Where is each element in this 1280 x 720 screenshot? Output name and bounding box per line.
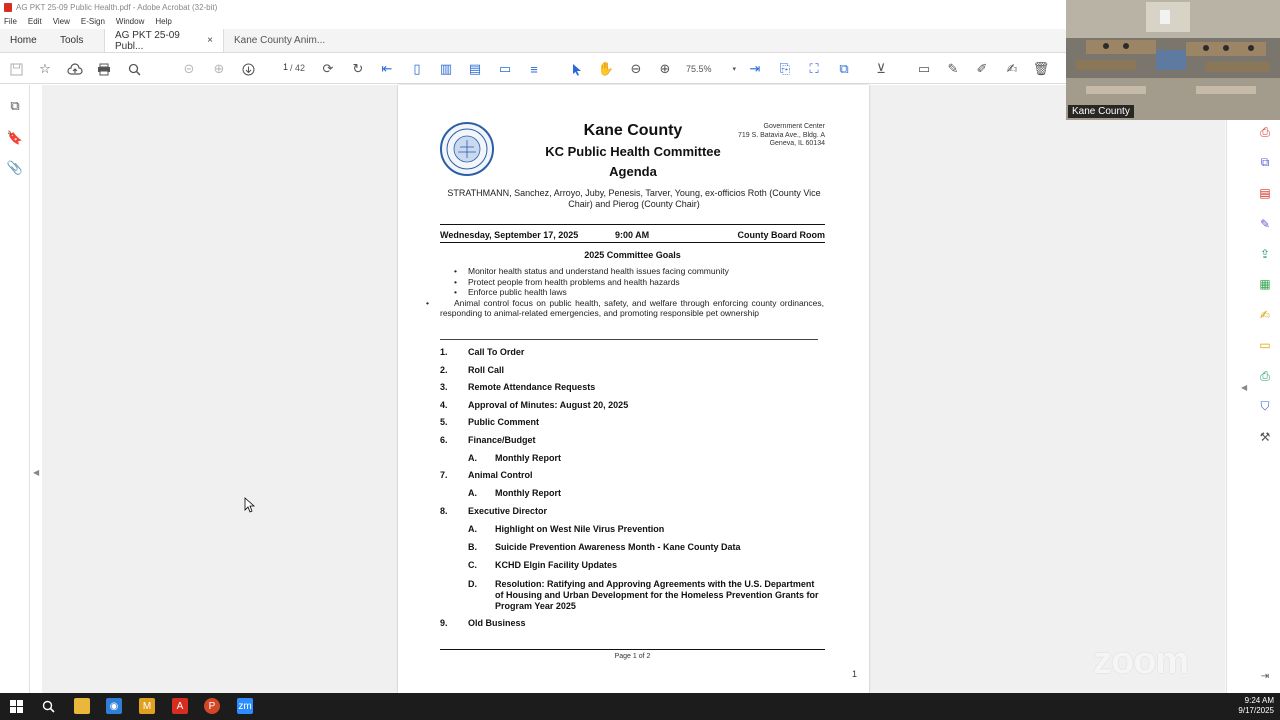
agenda-number: 6. (440, 435, 448, 445)
agenda-number: 4. (440, 400, 448, 410)
participant-name: Kane County (1068, 105, 1134, 118)
rotate-icon[interactable]: ⟳ (322, 61, 334, 76)
page-thumbnails-icon[interactable]: ⧉ (10, 98, 20, 113)
mouse-cursor-icon (244, 497, 256, 513)
fit-width-icon[interactable]: ⇥ (749, 61, 761, 76)
agenda-text: Call To Order (468, 347, 525, 357)
more-tools-icon[interactable]: ⚒ (1259, 430, 1271, 444)
goal-item: • Enforce public health laws (454, 287, 824, 298)
agenda-number: 8. (440, 506, 448, 516)
stamp-icon[interactable]: ⊻ (876, 61, 886, 76)
agenda-subtext: Monthly Report (495, 453, 561, 463)
zoom-level-value: 75.5% (686, 64, 712, 74)
meeting-room-video (1066, 0, 1280, 120)
navigation-panel (0, 85, 30, 693)
address-line: Government Center (763, 123, 825, 130)
divider (440, 224, 825, 225)
zoom-app-icon[interactable]: zm (237, 698, 253, 714)
agenda-subnumber: C. (468, 560, 477, 570)
search-icon[interactable] (125, 60, 143, 78)
resolution-text: Ratifying and Approving Agreements with the U.S. Department of Housing and Urban Development for the Homeless Prevention Grants for Program Year 2025 (495, 579, 819, 611)
print-production-icon[interactable]: ⎙ (1260, 368, 1270, 383)
tab-document-label: AG PKT 25-09 Publ... (115, 29, 180, 52)
menu-edit[interactable]: Edit (27, 17, 42, 26)
meeting-room: County Board Room (737, 230, 825, 240)
agenda-number: 3. (440, 382, 448, 392)
agenda-text: Approval of Minutes: August 20, 2025 (468, 400, 629, 410)
menu-esign[interactable]: E-Sign (80, 17, 105, 26)
menu-window[interactable]: Window (115, 17, 145, 26)
tab-bar (0, 29, 1066, 53)
create-pdf-icon[interactable]: ⎙ (1260, 124, 1270, 139)
page-footer: Page 1 of 2 (614, 653, 651, 660)
windows-taskbar (0, 693, 1280, 720)
main-toolbar (0, 54, 1066, 84)
page-total: / 42 (290, 63, 306, 73)
window-title: AG PKT 25-09 Public Health.pdf - Adobe Acrobat (32-bit) (16, 2, 218, 12)
goals-list (440, 266, 824, 319)
protect-shield-icon[interactable]: ⛉ (1260, 398, 1270, 413)
committee-members: STRATHMANN, Sanchez, Arroyo, Juby, Penesis, Tarver, Young, ex-officios Roth (County Vice Chair) and Pierog (County Chair) (447, 188, 821, 209)
comment-tool-icon[interactable]: ▭ (1259, 338, 1271, 352)
organize-pages-icon[interactable]: ▤ (1259, 186, 1271, 200)
acrobat-app-icon (4, 3, 12, 12)
edit-pdf-icon[interactable]: ✎ (1259, 217, 1271, 231)
expand-panel-icon[interactable]: ⇥ (1260, 670, 1270, 682)
zoom-level-select[interactable] (686, 62, 736, 76)
fill-sign-icon[interactable]: ✍ (1006, 61, 1018, 76)
agenda-subnumber: A. (468, 488, 477, 498)
zoom-logo: zoom (1093, 640, 1189, 682)
menu-help[interactable]: Help (155, 17, 172, 26)
agenda-number: 1. (440, 347, 448, 357)
taskbar-search-icon[interactable] (40, 698, 56, 714)
delete-icon[interactable]: 🗑 (1032, 61, 1050, 76)
tab-document-animal-control[interactable] (224, 29, 336, 52)
goal-item: • Monitor health status and understand health issues facing community (454, 266, 824, 277)
book-view-icon[interactable]: ▤ (468, 61, 482, 76)
agenda-subnumber: D. (468, 579, 477, 589)
address-line: 719 S. Batavia Ave., Bldg. A (737, 131, 825, 139)
bookmark-star-icon[interactable]: ☆ (39, 61, 51, 76)
draw-icon[interactable]: ✐ (976, 61, 988, 76)
agenda-subtext: Highlight on West Nile Virus Prevention (495, 524, 665, 534)
full-screen-icon[interactable]: ⛶ (809, 61, 819, 76)
single-page-icon[interactable]: ▯ (413, 61, 421, 76)
tab-tools-label: Tools (60, 35, 84, 46)
scroll-mode-icon[interactable]: ≡ (530, 61, 538, 77)
menu-file[interactable]: File (4, 17, 17, 26)
export-pdf-tool-icon[interactable]: ⇪ (1259, 247, 1271, 261)
undo-rotate-icon[interactable]: ↻ (352, 61, 364, 76)
agenda-number: 5. (440, 417, 448, 427)
next-page-icon[interactable] (239, 60, 257, 78)
agenda-subnumber: B. (468, 542, 477, 552)
scan-ocr-icon[interactable]: ▦ (1259, 277, 1271, 291)
highlight-pen-icon[interactable]: ✎ (947, 61, 959, 76)
page-number-input[interactable]: 1 (282, 62, 288, 72)
tab-document-agenda[interactable] (104, 29, 224, 52)
agenda-subtext: Suicide Prevention Awareness Month - Kane County Data (495, 542, 741, 552)
address-line: Geneva, IL 60134 (769, 140, 825, 147)
agenda-subtext: KCHD Elgin Facility Updates (495, 560, 618, 570)
goal-item: • Animal control focus on public health, safety, and welfare through enforcing county ordinances, responding to animal-related emergencies, and promoting responsible pet ownership (440, 298, 824, 319)
menu-view[interactable]: View (52, 17, 70, 26)
file-explorer-icon[interactable] (74, 698, 90, 714)
agenda-number: 9. (440, 618, 448, 628)
upload-cloud-icon[interactable] (66, 60, 84, 78)
resolution-label: Resolution: (495, 579, 545, 589)
system-clock[interactable] (1238, 696, 1274, 716)
zoom-in-icon[interactable]: ⊕ (659, 61, 671, 76)
agenda-text: Remote Attendance Requests (468, 382, 596, 392)
collapse-left-panel-icon[interactable]: ◀ (33, 468, 40, 477)
clock-time: 9:24 AM (1244, 696, 1274, 705)
agenda-text: Public Comment (468, 417, 540, 427)
agenda-text: Finance/Budget (468, 435, 536, 445)
comment-icon[interactable]: ▭ (917, 61, 931, 76)
tab-document2-label: Kane County Anim... (234, 35, 326, 46)
combine-files-icon[interactable]: ⧉ (1260, 154, 1270, 169)
windows-start-icon[interactable] (8, 698, 24, 714)
mail-app-icon[interactable]: M (139, 698, 155, 714)
agenda-number: 7. (440, 470, 448, 480)
chevron-down-icon: ▾ (732, 66, 736, 73)
save-icon[interactable] (7, 60, 25, 78)
meeting-date: Wednesday, September 17, 2025 (440, 230, 579, 240)
goal-item: • Protect people from health problems and health hazards (454, 277, 824, 288)
acrobat-taskbar-icon[interactable]: A (172, 698, 188, 714)
agenda-text: Old Business (468, 618, 526, 628)
pdf-page[interactable] (398, 85, 869, 693)
attachments-icon[interactable]: 📎 (6, 160, 24, 175)
agenda-subtext (495, 579, 820, 612)
two-page-icon[interactable]: ▥ (439, 61, 453, 76)
bookmarks-icon[interactable]: 🔖 (6, 130, 24, 145)
agenda-subtext: Monthly Report (495, 488, 561, 498)
meeting-time: 9:00 AM (615, 230, 650, 240)
agenda-number: 2. (440, 365, 448, 375)
close-tab-icon[interactable]: × (207, 35, 213, 46)
agenda-subnumber: A. (468, 524, 477, 534)
committee-name: KC Public Health Committee (545, 144, 721, 159)
zoom-out-icon[interactable]: ⊖ (630, 61, 642, 76)
collapse-right-panel-icon[interactable]: ◀ (1241, 383, 1248, 392)
page-number: 1 (851, 669, 857, 679)
tab-tools[interactable] (50, 29, 104, 52)
print-icon[interactable] (95, 60, 113, 78)
export-pdf-icon[interactable]: ⎘ (779, 61, 791, 76)
powerpoint-icon[interactable]: P (204, 698, 220, 714)
presentation-icon[interactable]: ▭ (498, 61, 512, 76)
tab-home[interactable] (0, 29, 50, 52)
county-seal-icon (440, 122, 494, 176)
fill-and-sign-icon[interactable]: ✍ (1259, 308, 1271, 322)
page-tools-icon[interactable]: ⧉ (839, 61, 849, 76)
clock-date: 9/17/2025 (1238, 706, 1274, 715)
divider (440, 339, 818, 340)
divider (440, 649, 825, 650)
agenda-text: Executive Director (468, 506, 548, 516)
select-cursor-icon[interactable] (568, 60, 586, 78)
chrome-browser-icon[interactable]: ◉ (106, 698, 122, 714)
goals-title: 2025 Committee Goals (584, 250, 681, 260)
document-type: Agenda (609, 164, 657, 179)
agenda-subnumber: A. (468, 453, 477, 463)
divider (440, 242, 825, 243)
tab-home-label: Home (10, 35, 37, 46)
tools-pane (1226, 120, 1280, 693)
fit-page-icon[interactable]: ⇤ (381, 61, 393, 76)
address-block (715, 123, 825, 149)
county-name: Kane County (583, 122, 683, 139)
prev-view-icon[interactable]: ⊝ (183, 61, 195, 76)
agenda-text: Roll Call (468, 365, 505, 375)
prev-page-icon[interactable]: ⊕ (213, 61, 225, 76)
hand-tool-icon[interactable]: ✋ (597, 61, 615, 76)
agenda-text: Animal Control (468, 470, 533, 480)
zoom-video-thumbnail[interactable] (1066, 0, 1280, 120)
